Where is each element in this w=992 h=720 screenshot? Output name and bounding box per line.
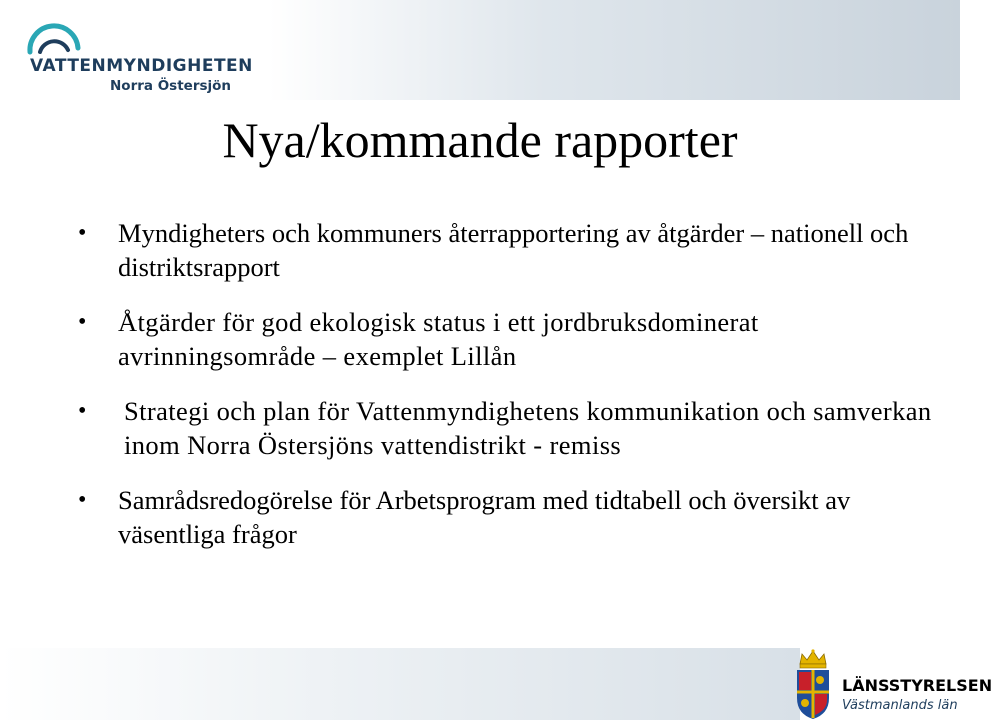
bullet-text: Åtgärder för god ekologisk status i ett jordbruksdominerat avrinningsområde – exemplet Lillån bbox=[118, 307, 759, 371]
bullet-dot-icon: • bbox=[78, 487, 87, 513]
bullet-item bbox=[78, 483, 938, 551]
bullet-item bbox=[78, 216, 938, 284]
lansstyrelsen-name: LÄNSSTYRELSEN bbox=[842, 676, 992, 695]
bullet-item bbox=[78, 305, 938, 373]
lansstyrelsen-county: Västmanlands län bbox=[842, 698, 958, 713]
bullet-text: Strategi och plan för Vattenmyndighetens kommunikation och samverkan inom Norra Östersjöns vattendistrikt - remiss bbox=[124, 396, 932, 460]
bullet-text: Samrådsredogörelse för Arbetsprogram med tidtabell och översikt av väsentliga frågor bbox=[118, 485, 851, 549]
bullet-dot-icon: • bbox=[78, 398, 87, 424]
bullet-text: Myndigheters och kommuners återrapportering av åtgärder – nationell och distriktsrapport bbox=[118, 218, 909, 282]
slide-title: Nya/kommande rapporter bbox=[222, 112, 738, 168]
bullet-item bbox=[78, 394, 938, 462]
coat-of-arms-icon bbox=[792, 648, 834, 720]
bullet-dot-icon: • bbox=[78, 220, 87, 246]
logo-title: VATTENMYNDIGHETEN bbox=[30, 56, 253, 76]
footer-band bbox=[0, 648, 800, 720]
vattenmyndigheten-logo bbox=[26, 26, 266, 96]
logo-subtitle: Norra Östersjön bbox=[110, 78, 232, 94]
water-wave-icon bbox=[26, 26, 90, 56]
bullet-dot-icon: • bbox=[78, 309, 87, 335]
bullet-list bbox=[78, 216, 938, 551]
header-band bbox=[268, 0, 960, 100]
